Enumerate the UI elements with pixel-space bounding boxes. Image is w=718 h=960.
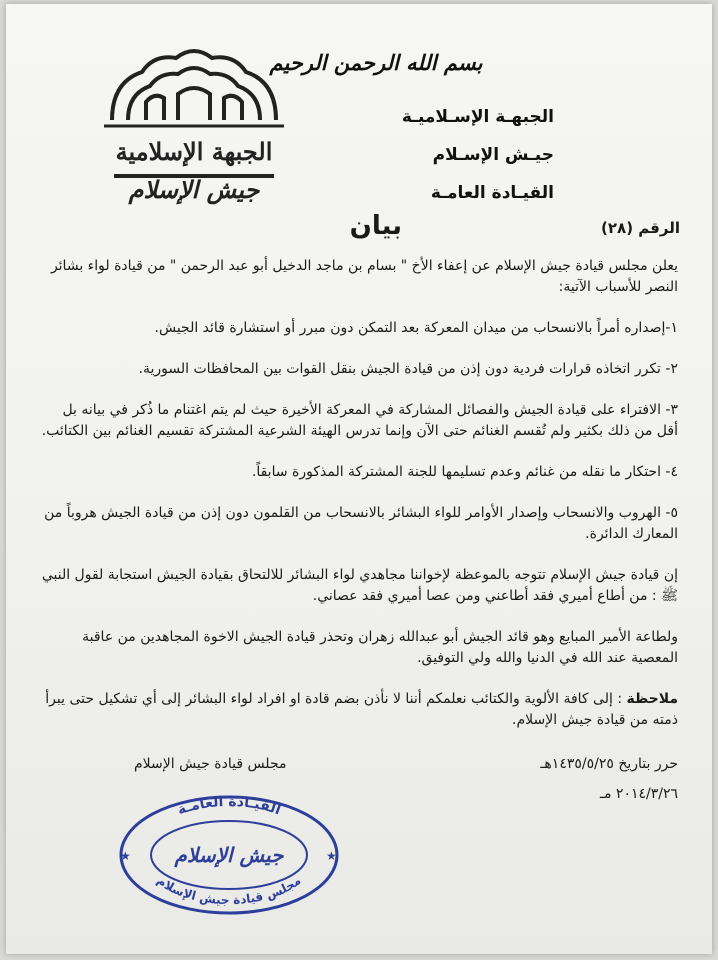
stamp-bottom-text: مجلس قيادة جيش الإسلام — [154, 873, 304, 908]
basmala: بسم الله الرحمن الرحيم — [269, 50, 483, 75]
reason-1: ١-إصداره أمراً بالانسحاب من ميدان المعركة بعد التمكن دون مبرر أو استشارة قائد الجيش. — [154, 320, 678, 336]
stamp-star-right-icon: ★ — [326, 849, 337, 863]
reason-4: ٤- احتكار ما نقله من غنائم وعدم تسليمها للجنة المشتركة المذكورة سابقاً. — [251, 464, 678, 480]
header-command-name: القيـادة العامـة — [430, 183, 554, 203]
stamp-star-left-icon: ★ — [120, 849, 131, 863]
intro-paragraph: يعلن مجلس قيادة جيش الإسلام عن إعفاء الأخ " بسام بن ماجد الدخيل أبو عبد الرحمن " من قيادة لواء بشائر النصر للأسباب الآتية: — [50, 258, 678, 295]
document-sheet — [6, 4, 712, 954]
stamp-top-text: القيـادة العامـة — [175, 793, 283, 819]
reason-3: ٣- الافتراء على قيادة الجيش والفصائل المشاركة في المعركة الأخيرة حيث لم يتم اغتنام ما ذُكر في بيانه بل أقل من ذلك بكثير ولم تُقسم الغنائم حتى الآن وإنما تدرس الهيئة الشرعية المشتركة تقسيم الغنائم بين الكتائب. — [41, 402, 678, 439]
logo-arch-outer — [112, 51, 276, 120]
header-lines — [314, 98, 554, 212]
command-stamp — [114, 790, 344, 920]
statement-title: بيان — [349, 211, 402, 241]
note-label: ملاحظة — [626, 691, 678, 707]
logo-windows — [146, 88, 242, 120]
islamic-front-logo — [94, 42, 294, 207]
stamp-center-text: جيش الإسلام — [174, 843, 284, 867]
reason-5: ٥- الهروب والانسحاب وإصدار الأوامر للواء البشائر بالانسحاب من القلمون دون إذن من قيادة الجيش هروباً من المعارك الدائرة. — [44, 505, 678, 542]
header-army-name: جيـش الإسـلام — [432, 145, 554, 165]
note-text: : إلى كافة الألوية والكتائب نعلمكم أننا لا نأذن بضم قادة او افراد لواء البشائر إلى أي تشكيل حتى يبرأ ذمته من قيادة جيش الإسلام. — [45, 691, 678, 728]
obedience-paragraph: ولطاعة الأمير المبايع وهو قائد الجيش أبو عبدالله زهران وتحذر قيادة الجيش الاخوة المجاهدين من عاقبة المعصية عند الله في الدنيا والله ولي التوفيق. — [82, 629, 678, 666]
council-signature: مجلس قيادة جيش الإسلام — [134, 756, 287, 772]
logo-lower-text: جيش الإسلام — [128, 176, 260, 204]
statement-body — [38, 256, 678, 751]
note-paragraph — [38, 689, 678, 731]
header-front-name: الجبهـة الإسـلاميـة — [401, 107, 554, 127]
issue-dates — [358, 749, 678, 809]
call-paragraph: إن قيادة جيش الإسلام تتوجه بالموعظة لإخواننا مجاهدي لواء البشائر للالتحاق بقيادة الجيش استجابة لقول النبي ﷺ : من أطاع أميري فقد أطاعني ومن عصا أميري فقد عصاني. — [41, 567, 678, 604]
date-gregorian: ٢٠١٤/٣/٢٦ مـ — [599, 786, 678, 802]
reason-2: ٢- تكرر اتخاذه قرارات فردية دون إذن من قيادة الجيش بنقل القوات بين المحافظات السورية. — [138, 361, 678, 377]
reference-number: الرقم (٢٨) — [601, 219, 680, 237]
date-hijri: حرر بتاريخ ١٤٣٥/٥/٢٥هـ — [540, 756, 678, 772]
logo-upper-text: الجبهة الإسلامية — [115, 137, 273, 166]
